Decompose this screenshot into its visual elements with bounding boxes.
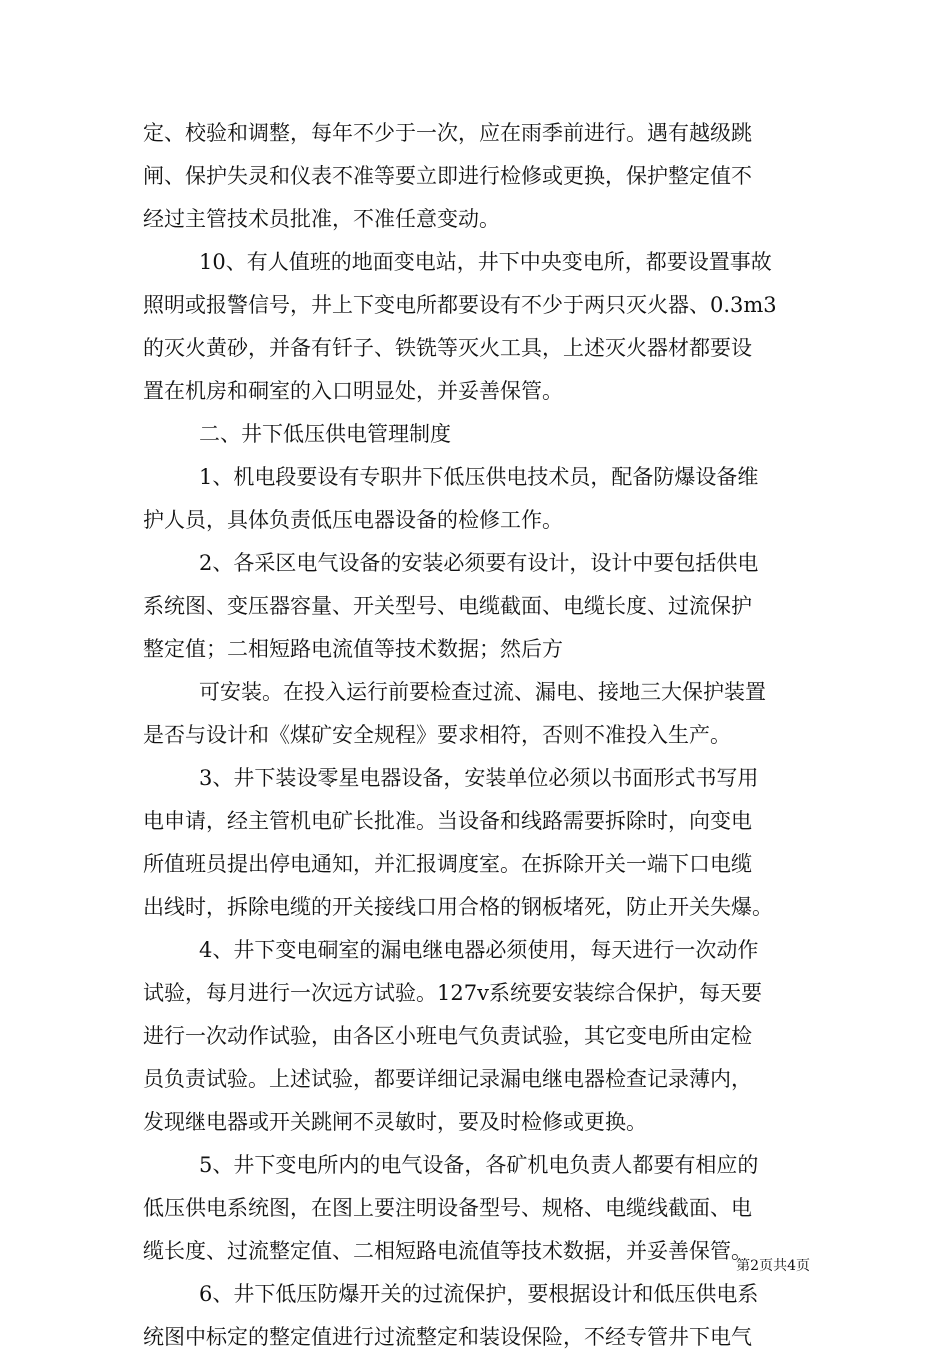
text-line: 缆长度、过流整定值、二相短路电流值等技术数据，并妥善保管。	[143, 1239, 752, 1263]
page-number: 第2页共4页	[736, 1258, 810, 1274]
text-line: 所值班员提出停电通知，并汇报调度室。在拆除开关一端下口电缆	[143, 852, 752, 876]
text-line: 的灭火黄砂，并备有钎子、铁铣等灭火工具，上述灭火器材都要设	[143, 336, 752, 360]
text-line: 进行一次动作试验，由各区小班电气负责试验，其它变电所由定检	[143, 1024, 752, 1048]
text-line: 1、机电段要设有专职井下低压供电技术员，配备防爆设备维	[199, 465, 759, 489]
text-line: 试验，每月进行一次远方试验。127v系统要安装综合保护，每天要	[143, 981, 762, 1005]
text-line: 10、有人值班的地面变电站，井下中央变电所，都要设置事故	[199, 250, 772, 274]
text-line: 照明或报警信号，井上下变电所都要设有不少于两只灭火器、0.3m3	[143, 293, 777, 317]
text-line: 置在机房和硐室的入口明显处，并妥善保管。	[143, 379, 563, 403]
text-line: 5、井下变电所内的电气设备，各矿机电负责人都要有相应的	[199, 1153, 759, 1177]
text-line: 定、校验和调整，每年不少于一次，应在雨季前进行。遇有越级跳	[143, 121, 752, 145]
text-line: 低压供电系统图，在图上要注明设备型号、规格、电缆线截面、电	[143, 1196, 752, 1220]
section-heading: 二、井下低压供电管理制度	[199, 422, 451, 446]
text-line: 整定值；二相短路电流值等技术数据；然后方	[143, 637, 563, 661]
text-line: 统图中标定的整定值进行过流整定和装设保险，不经专管井下电气	[143, 1325, 752, 1349]
text-line: 闸、保护失灵和仪表不准等要立即进行检修或更换，保护整定值不	[143, 164, 752, 188]
text-line: 是否与设计和《煤矿安全规程》要求相符，否则不准投入生产。	[143, 723, 731, 747]
text-line: 电申请，经主管机电矿长批准。当设备和线路需要拆除时，向变电	[143, 809, 752, 833]
text-line: 护人员，具体负责低压电器设备的检修工作。	[143, 508, 563, 532]
text-line: 发现继电器或开关跳闸不灵敏时，要及时检修或更换。	[143, 1110, 647, 1134]
text-line: 经过主管技术员批准，不准任意变动。	[143, 207, 500, 231]
text-line: 员负责试验。上述试验，都要详细记录漏电继电器检查记录薄内，	[143, 1067, 752, 1091]
text-line: 6、井下低压防爆开关的过流保护，要根据设计和低压供电系	[199, 1282, 759, 1306]
text-line: 系统图、变压器容量、开关型号、电缆截面、电缆长度、过流保护	[143, 594, 752, 618]
text-line: 3、井下装设零星电器设备，安装单位必须以书面形式书写用	[199, 766, 759, 790]
text-line: 4、井下变电硐室的漏电继电器必须使用，每天进行一次动作	[199, 938, 759, 962]
text-line: 出线时，拆除电缆的开关接线口用合格的钢板堵死，防止开关失爆。	[143, 895, 773, 919]
text-line: 可安装。在投入运行前要检查过流、漏电、接地三大保护装置	[199, 680, 766, 704]
text-line: 2、各采区电气设备的安装必须要有设计，设计中要包括供电	[199, 551, 759, 575]
